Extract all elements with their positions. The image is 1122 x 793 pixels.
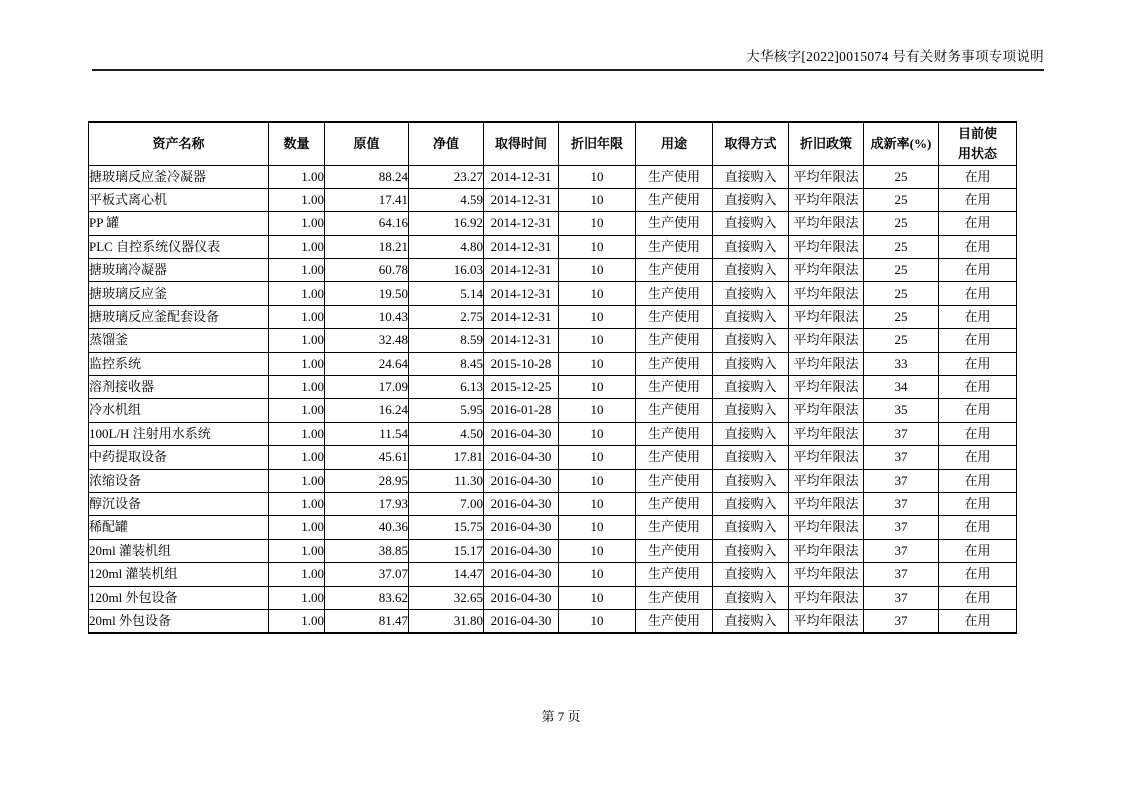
cell-acquisition-date: 2014-12-31 bbox=[484, 282, 559, 305]
cell-acquisition-date: 2014-12-31 bbox=[484, 235, 559, 258]
fixed-assets-table bbox=[88, 121, 1017, 634]
cell-usage-status: 在用 bbox=[939, 259, 1017, 282]
cell-usage: 生产使用 bbox=[636, 422, 713, 445]
cell-quantity: 1.00 bbox=[269, 352, 325, 375]
col-header-depreciation-policy bbox=[789, 122, 864, 165]
cell-acquisition-date: 2016-04-30 bbox=[484, 609, 559, 632]
col-header-acquisition-date bbox=[484, 122, 559, 165]
cell-usage: 生产使用 bbox=[636, 539, 713, 562]
cell-original-value: 17.09 bbox=[325, 376, 409, 399]
cell-net-value: 7.00 bbox=[409, 492, 484, 515]
cell-depreciation-policy: 平均年限法 bbox=[789, 516, 864, 539]
cell-original-value: 81.47 bbox=[325, 609, 409, 632]
cell-acquisition-date: 2015-10-28 bbox=[484, 352, 559, 375]
cell-newness-rate: 33 bbox=[864, 352, 939, 375]
cell-acquisition-method: 直接购入 bbox=[713, 352, 789, 375]
cell-depreciation-policy: 平均年限法 bbox=[789, 259, 864, 282]
cell-newness-rate: 25 bbox=[864, 188, 939, 211]
cell-original-value: 83.62 bbox=[325, 586, 409, 609]
col-header-label: 数量 bbox=[283, 135, 310, 151]
cell-usage: 生产使用 bbox=[636, 586, 713, 609]
cell-newness-rate: 37 bbox=[864, 422, 939, 445]
cell-acquisition-method: 直接购入 bbox=[713, 492, 789, 515]
cell-quantity: 1.00 bbox=[269, 399, 325, 422]
cell-usage-status: 在用 bbox=[939, 609, 1017, 632]
cell-newness-rate: 25 bbox=[864, 282, 939, 305]
cell-original-value: 18.21 bbox=[325, 235, 409, 258]
cell-acquisition-method: 直接购入 bbox=[713, 282, 789, 305]
cell-net-value: 16.03 bbox=[409, 259, 484, 282]
cell-newness-rate: 37 bbox=[864, 609, 939, 632]
cell-acquisition-date: 2014-12-31 bbox=[484, 188, 559, 211]
cell-acquisition-date: 2014-12-31 bbox=[484, 329, 559, 352]
cell-quantity: 1.00 bbox=[269, 539, 325, 562]
col-header-label: 资产名称 bbox=[152, 135, 205, 151]
cell-net-value: 11.30 bbox=[409, 469, 484, 492]
cell-acquisition-method: 直接购入 bbox=[713, 399, 789, 422]
cell-usage: 生产使用 bbox=[636, 188, 713, 211]
cell-net-value: 6.13 bbox=[409, 376, 484, 399]
col-header-label: 折旧年限 bbox=[570, 135, 623, 151]
cell-depreciation-years: 10 bbox=[559, 282, 636, 305]
cell-original-value: 10.43 bbox=[325, 305, 409, 328]
cell-depreciation-policy: 平均年限法 bbox=[789, 586, 864, 609]
cell-net-value: 4.80 bbox=[409, 235, 484, 258]
cell-newness-rate: 25 bbox=[864, 212, 939, 235]
cell-original-value: 17.93 bbox=[325, 492, 409, 515]
cell-net-value: 8.45 bbox=[409, 352, 484, 375]
cell-usage: 生产使用 bbox=[636, 516, 713, 539]
cell-newness-rate: 37 bbox=[864, 516, 939, 539]
table-row bbox=[89, 305, 1017, 328]
cell-asset-name: 搪玻璃冷凝器 bbox=[89, 259, 269, 282]
cell-depreciation-years: 10 bbox=[559, 563, 636, 586]
cell-acquisition-date: 2016-04-30 bbox=[484, 516, 559, 539]
cell-quantity: 1.00 bbox=[269, 609, 325, 632]
cell-usage-status: 在用 bbox=[939, 446, 1017, 469]
cell-acquisition-date: 2015-12-25 bbox=[484, 376, 559, 399]
table-row bbox=[89, 609, 1017, 632]
cell-usage: 生产使用 bbox=[636, 563, 713, 586]
table-row bbox=[89, 376, 1017, 399]
cell-depreciation-policy: 平均年限法 bbox=[789, 329, 864, 352]
cell-depreciation-policy: 平均年限法 bbox=[789, 469, 864, 492]
cell-asset-name: 平板式离心机 bbox=[89, 188, 269, 211]
cell-depreciation-years: 10 bbox=[559, 188, 636, 211]
cell-net-value: 23.27 bbox=[409, 165, 484, 188]
table-row bbox=[89, 422, 1017, 445]
cell-acquisition-method: 直接购入 bbox=[713, 469, 789, 492]
cell-depreciation-policy: 平均年限法 bbox=[789, 563, 864, 586]
cell-acquisition-method: 直接购入 bbox=[713, 516, 789, 539]
table-row bbox=[89, 539, 1017, 562]
cell-quantity: 1.00 bbox=[269, 492, 325, 515]
cell-net-value: 31.80 bbox=[409, 609, 484, 632]
cell-asset-name: 溶剂接收器 bbox=[89, 376, 269, 399]
cell-depreciation-policy: 平均年限法 bbox=[789, 352, 864, 375]
cell-original-value: 32.48 bbox=[325, 329, 409, 352]
cell-quantity: 1.00 bbox=[269, 516, 325, 539]
cell-depreciation-years: 10 bbox=[559, 259, 636, 282]
col-header-acquisition-method bbox=[713, 122, 789, 165]
table-row bbox=[89, 165, 1017, 188]
cell-asset-name: 稀配罐 bbox=[89, 516, 269, 539]
col-header-label: 取得时间 bbox=[494, 135, 547, 151]
table-row bbox=[89, 586, 1017, 609]
cell-asset-name: 冷水机组 bbox=[89, 399, 269, 422]
cell-net-value: 17.81 bbox=[409, 446, 484, 469]
cell-asset-name: 醇沉设备 bbox=[89, 492, 269, 515]
cell-net-value: 5.95 bbox=[409, 399, 484, 422]
cell-newness-rate: 37 bbox=[864, 563, 939, 586]
col-header-label: 目前使用状态 bbox=[957, 126, 997, 161]
cell-newness-rate: 37 bbox=[864, 586, 939, 609]
cell-net-value: 5.14 bbox=[409, 282, 484, 305]
col-header-original-value bbox=[325, 122, 409, 165]
cell-original-value: 17.41 bbox=[325, 188, 409, 211]
cell-net-value: 15.17 bbox=[409, 539, 484, 562]
cell-usage-status: 在用 bbox=[939, 352, 1017, 375]
cell-acquisition-date: 2016-04-30 bbox=[484, 446, 559, 469]
cell-asset-name: 搪玻璃反应釜配套设备 bbox=[89, 305, 269, 328]
cell-depreciation-years: 10 bbox=[559, 422, 636, 445]
col-header-label: 用途 bbox=[660, 135, 687, 151]
cell-depreciation-policy: 平均年限法 bbox=[789, 235, 864, 258]
cell-newness-rate: 25 bbox=[864, 259, 939, 282]
cell-net-value: 16.92 bbox=[409, 212, 484, 235]
cell-usage: 生产使用 bbox=[636, 259, 713, 282]
cell-original-value: 45.61 bbox=[325, 446, 409, 469]
cell-usage: 生产使用 bbox=[636, 212, 713, 235]
cell-usage: 生产使用 bbox=[636, 235, 713, 258]
cell-depreciation-years: 10 bbox=[559, 376, 636, 399]
cell-original-value: 19.50 bbox=[325, 282, 409, 305]
cell-usage-status: 在用 bbox=[939, 165, 1017, 188]
cell-quantity: 1.00 bbox=[269, 282, 325, 305]
cell-original-value: 28.95 bbox=[325, 469, 409, 492]
cell-asset-name: 蒸馏釜 bbox=[89, 329, 269, 352]
cell-depreciation-years: 10 bbox=[559, 492, 636, 515]
cell-depreciation-policy: 平均年限法 bbox=[789, 305, 864, 328]
table-row bbox=[89, 469, 1017, 492]
col-header-label: 折旧政策 bbox=[799, 135, 852, 151]
cell-asset-name: 监控系统 bbox=[89, 352, 269, 375]
table-row bbox=[89, 352, 1017, 375]
cell-asset-name: 20ml 外包设备 bbox=[89, 609, 269, 632]
cell-newness-rate: 25 bbox=[864, 165, 939, 188]
cell-acquisition-method: 直接购入 bbox=[713, 305, 789, 328]
cell-newness-rate: 37 bbox=[864, 539, 939, 562]
cell-depreciation-policy: 平均年限法 bbox=[789, 399, 864, 422]
cell-acquisition-method: 直接购入 bbox=[713, 165, 789, 188]
table-row bbox=[89, 212, 1017, 235]
cell-acquisition-method: 直接购入 bbox=[713, 212, 789, 235]
cell-quantity: 1.00 bbox=[269, 446, 325, 469]
cell-original-value: 40.36 bbox=[325, 516, 409, 539]
cell-original-value: 16.24 bbox=[325, 399, 409, 422]
cell-acquisition-method: 直接购入 bbox=[713, 446, 789, 469]
cell-usage: 生产使用 bbox=[636, 399, 713, 422]
cell-asset-name: 120ml 灌装机组 bbox=[89, 563, 269, 586]
cell-usage: 生产使用 bbox=[636, 492, 713, 515]
cell-net-value: 8.59 bbox=[409, 329, 484, 352]
table-row bbox=[89, 446, 1017, 469]
cell-depreciation-years: 10 bbox=[559, 586, 636, 609]
page-footer bbox=[0, 706, 1122, 725]
cell-depreciation-policy: 平均年限法 bbox=[789, 376, 864, 399]
cell-depreciation-policy: 平均年限法 bbox=[789, 539, 864, 562]
cell-usage: 生产使用 bbox=[636, 376, 713, 399]
cell-quantity: 1.00 bbox=[269, 165, 325, 188]
cell-acquisition-date: 2014-12-31 bbox=[484, 305, 559, 328]
cell-asset-name: 20ml 灌装机组 bbox=[89, 539, 269, 562]
cell-acquisition-method: 直接购入 bbox=[713, 329, 789, 352]
cell-depreciation-years: 10 bbox=[559, 469, 636, 492]
table-row bbox=[89, 259, 1017, 282]
cell-acquisition-method: 直接购入 bbox=[713, 422, 789, 445]
cell-original-value: 11.54 bbox=[325, 422, 409, 445]
cell-acquisition-method: 直接购入 bbox=[713, 586, 789, 609]
cell-acquisition-date: 2016-04-30 bbox=[484, 469, 559, 492]
cell-usage-status: 在用 bbox=[939, 376, 1017, 399]
cell-depreciation-years: 10 bbox=[559, 446, 636, 469]
cell-acquisition-method: 直接购入 bbox=[713, 563, 789, 586]
cell-asset-name: 100L/H 注射用水系统 bbox=[89, 422, 269, 445]
cell-usage-status: 在用 bbox=[939, 586, 1017, 609]
cell-original-value: 88.24 bbox=[325, 165, 409, 188]
cell-newness-rate: 37 bbox=[864, 492, 939, 515]
cell-usage-status: 在用 bbox=[939, 516, 1017, 539]
cell-usage-status: 在用 bbox=[939, 539, 1017, 562]
cell-asset-name: PP 罐 bbox=[89, 212, 269, 235]
cell-asset-name: 中药提取设备 bbox=[89, 446, 269, 469]
cell-acquisition-method: 直接购入 bbox=[713, 235, 789, 258]
cell-depreciation-years: 10 bbox=[559, 539, 636, 562]
cell-quantity: 1.00 bbox=[269, 235, 325, 258]
col-header-label: 取得方式 bbox=[724, 135, 777, 151]
table-row bbox=[89, 492, 1017, 515]
col-header-newness-rate bbox=[864, 122, 939, 165]
cell-newness-rate: 37 bbox=[864, 469, 939, 492]
cell-usage-status: 在用 bbox=[939, 235, 1017, 258]
cell-acquisition-date: 2016-04-30 bbox=[484, 422, 559, 445]
cell-quantity: 1.00 bbox=[269, 422, 325, 445]
table-row bbox=[89, 282, 1017, 305]
cell-newness-rate: 25 bbox=[864, 235, 939, 258]
cell-newness-rate: 25 bbox=[864, 329, 939, 352]
cell-net-value: 2.75 bbox=[409, 305, 484, 328]
cell-usage-status: 在用 bbox=[939, 305, 1017, 328]
cell-quantity: 1.00 bbox=[269, 563, 325, 586]
cell-net-value: 32.65 bbox=[409, 586, 484, 609]
cell-usage-status: 在用 bbox=[939, 563, 1017, 586]
table-header-row bbox=[89, 122, 1017, 165]
cell-depreciation-policy: 平均年限法 bbox=[789, 609, 864, 632]
cell-quantity: 1.00 bbox=[269, 376, 325, 399]
col-header-label: 成新率(%) bbox=[870, 135, 932, 151]
cell-depreciation-policy: 平均年限法 bbox=[789, 212, 864, 235]
col-header-asset-name bbox=[89, 122, 269, 165]
cell-original-value: 60.78 bbox=[325, 259, 409, 282]
cell-depreciation-years: 10 bbox=[559, 305, 636, 328]
cell-quantity: 1.00 bbox=[269, 259, 325, 282]
cell-depreciation-years: 10 bbox=[559, 329, 636, 352]
cell-depreciation-policy: 平均年限法 bbox=[789, 422, 864, 445]
page-header bbox=[92, 48, 1044, 71]
cell-usage: 生产使用 bbox=[636, 352, 713, 375]
cell-depreciation-policy: 平均年限法 bbox=[789, 446, 864, 469]
cell-usage-status: 在用 bbox=[939, 399, 1017, 422]
cell-original-value: 64.16 bbox=[325, 212, 409, 235]
table-row bbox=[89, 516, 1017, 539]
cell-net-value: 15.75 bbox=[409, 516, 484, 539]
cell-depreciation-years: 10 bbox=[559, 609, 636, 632]
cell-usage: 生产使用 bbox=[636, 282, 713, 305]
col-header-depreciation-years bbox=[559, 122, 636, 165]
cell-original-value: 38.85 bbox=[325, 539, 409, 562]
table-row bbox=[89, 563, 1017, 586]
cell-acquisition-method: 直接购入 bbox=[713, 376, 789, 399]
cell-newness-rate: 37 bbox=[864, 446, 939, 469]
cell-asset-name: 搪玻璃反应釜 bbox=[89, 282, 269, 305]
cell-asset-name: 120ml 外包设备 bbox=[89, 586, 269, 609]
page-number: 第 7 页 bbox=[541, 709, 581, 724]
col-header-net-value bbox=[409, 122, 484, 165]
cell-acquisition-method: 直接购入 bbox=[713, 188, 789, 211]
cell-usage-status: 在用 bbox=[939, 492, 1017, 515]
cell-acquisition-date: 2016-04-30 bbox=[484, 563, 559, 586]
cell-acquisition-date: 2016-04-30 bbox=[484, 586, 559, 609]
cell-newness-rate: 34 bbox=[864, 376, 939, 399]
cell-quantity: 1.00 bbox=[269, 305, 325, 328]
col-header-label: 原值 bbox=[353, 135, 380, 151]
cell-depreciation-policy: 平均年限法 bbox=[789, 492, 864, 515]
cell-net-value: 4.59 bbox=[409, 188, 484, 211]
cell-quantity: 1.00 bbox=[269, 212, 325, 235]
cell-depreciation-years: 10 bbox=[559, 352, 636, 375]
cell-usage: 生产使用 bbox=[636, 165, 713, 188]
cell-depreciation-policy: 平均年限法 bbox=[789, 165, 864, 188]
cell-asset-name: 浓缩设备 bbox=[89, 469, 269, 492]
cell-newness-rate: 35 bbox=[864, 399, 939, 422]
cell-acquisition-date: 2016-01-28 bbox=[484, 399, 559, 422]
col-header-label: 净值 bbox=[432, 135, 459, 151]
cell-depreciation-years: 10 bbox=[559, 516, 636, 539]
cell-usage: 生产使用 bbox=[636, 305, 713, 328]
cell-acquisition-date: 2016-04-30 bbox=[484, 539, 559, 562]
cell-acquisition-date: 2014-12-31 bbox=[484, 212, 559, 235]
document-reference-title: 大华核字[2022]0015074 号有关财务事项专项说明 bbox=[746, 49, 1044, 64]
cell-usage-status: 在用 bbox=[939, 422, 1017, 445]
cell-quantity: 1.00 bbox=[269, 586, 325, 609]
col-header-usage-status bbox=[939, 122, 1017, 165]
cell-depreciation-years: 10 bbox=[559, 212, 636, 235]
cell-depreciation-policy: 平均年限法 bbox=[789, 188, 864, 211]
cell-quantity: 1.00 bbox=[269, 188, 325, 211]
cell-acquisition-method: 直接购入 bbox=[713, 539, 789, 562]
cell-depreciation-years: 10 bbox=[559, 399, 636, 422]
cell-usage: 生产使用 bbox=[636, 446, 713, 469]
cell-usage-status: 在用 bbox=[939, 212, 1017, 235]
cell-quantity: 1.00 bbox=[269, 469, 325, 492]
table-row bbox=[89, 235, 1017, 258]
cell-quantity: 1.00 bbox=[269, 329, 325, 352]
col-header-usage bbox=[636, 122, 713, 165]
cell-net-value: 4.50 bbox=[409, 422, 484, 445]
cell-depreciation-policy: 平均年限法 bbox=[789, 282, 864, 305]
table-row bbox=[89, 188, 1017, 211]
cell-acquisition-date: 2014-12-31 bbox=[484, 259, 559, 282]
cell-newness-rate: 25 bbox=[864, 305, 939, 328]
cell-depreciation-years: 10 bbox=[559, 235, 636, 258]
cell-usage-status: 在用 bbox=[939, 188, 1017, 211]
cell-asset-name: PLC 自控系统仪器仪表 bbox=[89, 235, 269, 258]
cell-usage: 生产使用 bbox=[636, 609, 713, 632]
cell-usage: 生产使用 bbox=[636, 329, 713, 352]
cell-acquisition-date: 2014-12-31 bbox=[484, 165, 559, 188]
cell-net-value: 14.47 bbox=[409, 563, 484, 586]
cell-acquisition-method: 直接购入 bbox=[713, 609, 789, 632]
table-row bbox=[89, 329, 1017, 352]
cell-original-value: 37.07 bbox=[325, 563, 409, 586]
col-header-quantity bbox=[269, 122, 325, 165]
cell-depreciation-years: 10 bbox=[559, 165, 636, 188]
cell-usage-status: 在用 bbox=[939, 469, 1017, 492]
cell-acquisition-method: 直接购入 bbox=[713, 259, 789, 282]
cell-acquisition-date: 2016-04-30 bbox=[484, 492, 559, 515]
table-row bbox=[89, 399, 1017, 422]
cell-usage-status: 在用 bbox=[939, 282, 1017, 305]
cell-original-value: 24.64 bbox=[325, 352, 409, 375]
cell-asset-name: 搪玻璃反应釜冷凝器 bbox=[89, 165, 269, 188]
cell-usage: 生产使用 bbox=[636, 469, 713, 492]
cell-usage-status: 在用 bbox=[939, 329, 1017, 352]
